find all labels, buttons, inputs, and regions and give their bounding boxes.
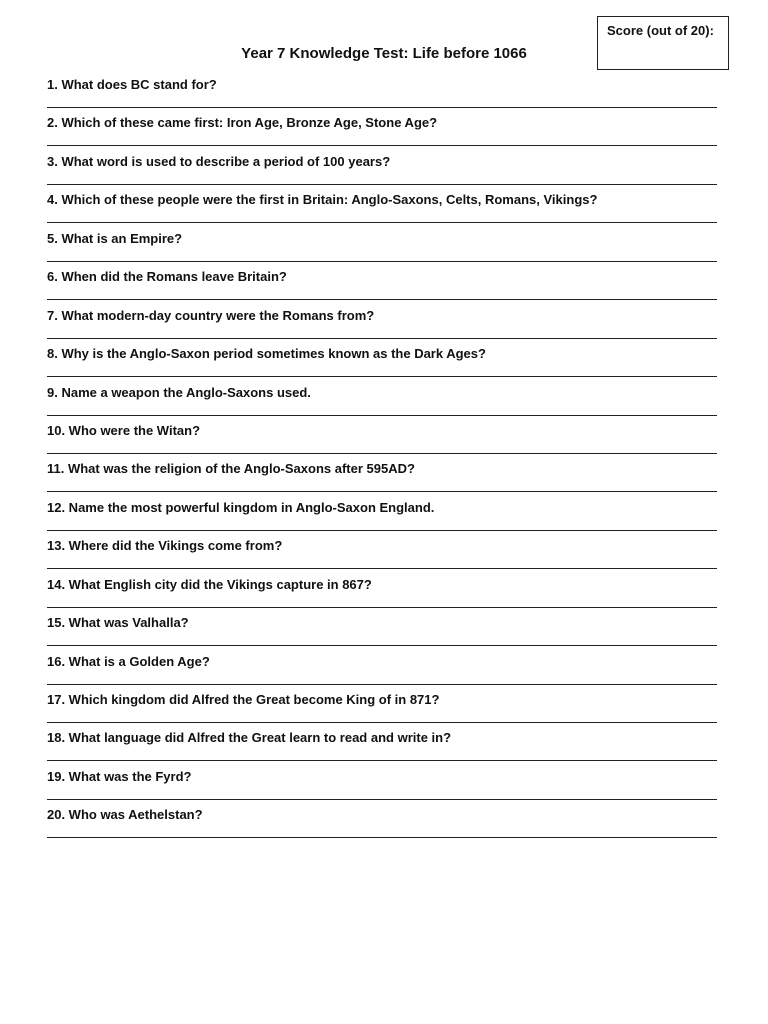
question-item — [47, 653, 717, 691]
question-item — [47, 191, 717, 229]
question-item — [47, 614, 717, 652]
question-text: 10. Who were the Witan? — [47, 422, 201, 438]
question-item — [47, 729, 717, 767]
question-text: 13. Where did the Vikings come from? — [47, 538, 283, 554]
question-text: 20. Who was Aethelstan? — [47, 807, 203, 823]
question-text: 8. Why is the Anglo-Saxon period sometimes known as the Dark Ages? — [47, 346, 486, 362]
question-text: 4. Which of these people were the first in Britain: Anglo-Saxons, Celts, Romans, Vikings? — [47, 192, 598, 208]
answer-line[interactable] — [47, 722, 717, 723]
question-list — [47, 76, 717, 845]
question-item — [47, 460, 717, 498]
answer-line[interactable] — [47, 645, 717, 646]
question-text: 7. What modern-day country were the Romans from? — [47, 307, 375, 323]
answer-line[interactable] — [47, 760, 717, 761]
score-label: Score (out of 20): — [607, 23, 714, 38]
question-text: 15. What was Valhalla? — [47, 615, 189, 631]
question-text: 2. Which of these came first: Iron Age, Bronze Age, Stone Age? — [47, 115, 438, 131]
answer-line[interactable] — [47, 684, 717, 685]
question-text: 1. What does BC stand for? — [47, 77, 217, 92]
question-item — [47, 537, 717, 575]
question-item — [47, 691, 717, 729]
answer-line[interactable] — [47, 184, 717, 185]
question-item — [47, 230, 717, 268]
question-item — [47, 76, 717, 114]
answer-line[interactable] — [47, 261, 717, 262]
question-item — [47, 422, 717, 460]
question-text: 9. Name a weapon the Anglo-Saxons used. — [47, 384, 311, 400]
answer-line[interactable] — [47, 453, 717, 454]
question-text: 11. What was the religion of the Anglo-Saxons after 595AD? — [47, 461, 415, 477]
question-item — [47, 268, 717, 306]
question-text: 12. Name the most powerful kingdom in Anglo-Saxon England. — [47, 499, 435, 515]
answer-line[interactable] — [47, 607, 717, 608]
answer-line[interactable] — [47, 299, 717, 300]
question-item — [47, 806, 717, 844]
question-item — [47, 307, 717, 345]
question-item — [47, 384, 717, 422]
question-text: 14. What English city did the Vikings capture in 867? — [47, 576, 372, 592]
answer-line[interactable] — [47, 530, 717, 531]
question-item — [47, 576, 717, 614]
question-text: 17. Which kingdom did Alfred the Great become King of in 871? — [47, 692, 440, 707]
answer-line[interactable] — [47, 799, 717, 800]
answer-line[interactable] — [47, 376, 717, 377]
answer-line[interactable] — [47, 491, 717, 492]
answer-line[interactable] — [47, 415, 717, 416]
answer-line[interactable] — [47, 338, 717, 339]
question-text: 16. What is a Golden Age? — [47, 653, 210, 669]
question-item — [47, 345, 717, 383]
question-item — [47, 768, 717, 806]
question-item — [47, 114, 717, 152]
answer-line[interactable] — [47, 222, 717, 223]
question-text: 19. What was the Fyrd? — [47, 768, 192, 784]
question-text: 18. What language did Alfred the Great learn to read and write in? — [47, 730, 452, 746]
answer-line[interactable] — [47, 837, 717, 838]
question-text: 5. What is an Empire? — [47, 230, 183, 246]
answer-line[interactable] — [47, 568, 717, 569]
answer-line[interactable] — [47, 107, 717, 108]
question-text: 6. When did the Romans leave Britain? — [47, 269, 287, 285]
answer-line[interactable] — [47, 145, 717, 146]
question-item — [47, 153, 717, 191]
page-title: Year 7 Knowledge Test: Life before 1066 — [241, 45, 527, 62]
question-item — [47, 499, 717, 537]
question-text: 3. What word is used to describe a period of 100 years? — [47, 153, 391, 169]
